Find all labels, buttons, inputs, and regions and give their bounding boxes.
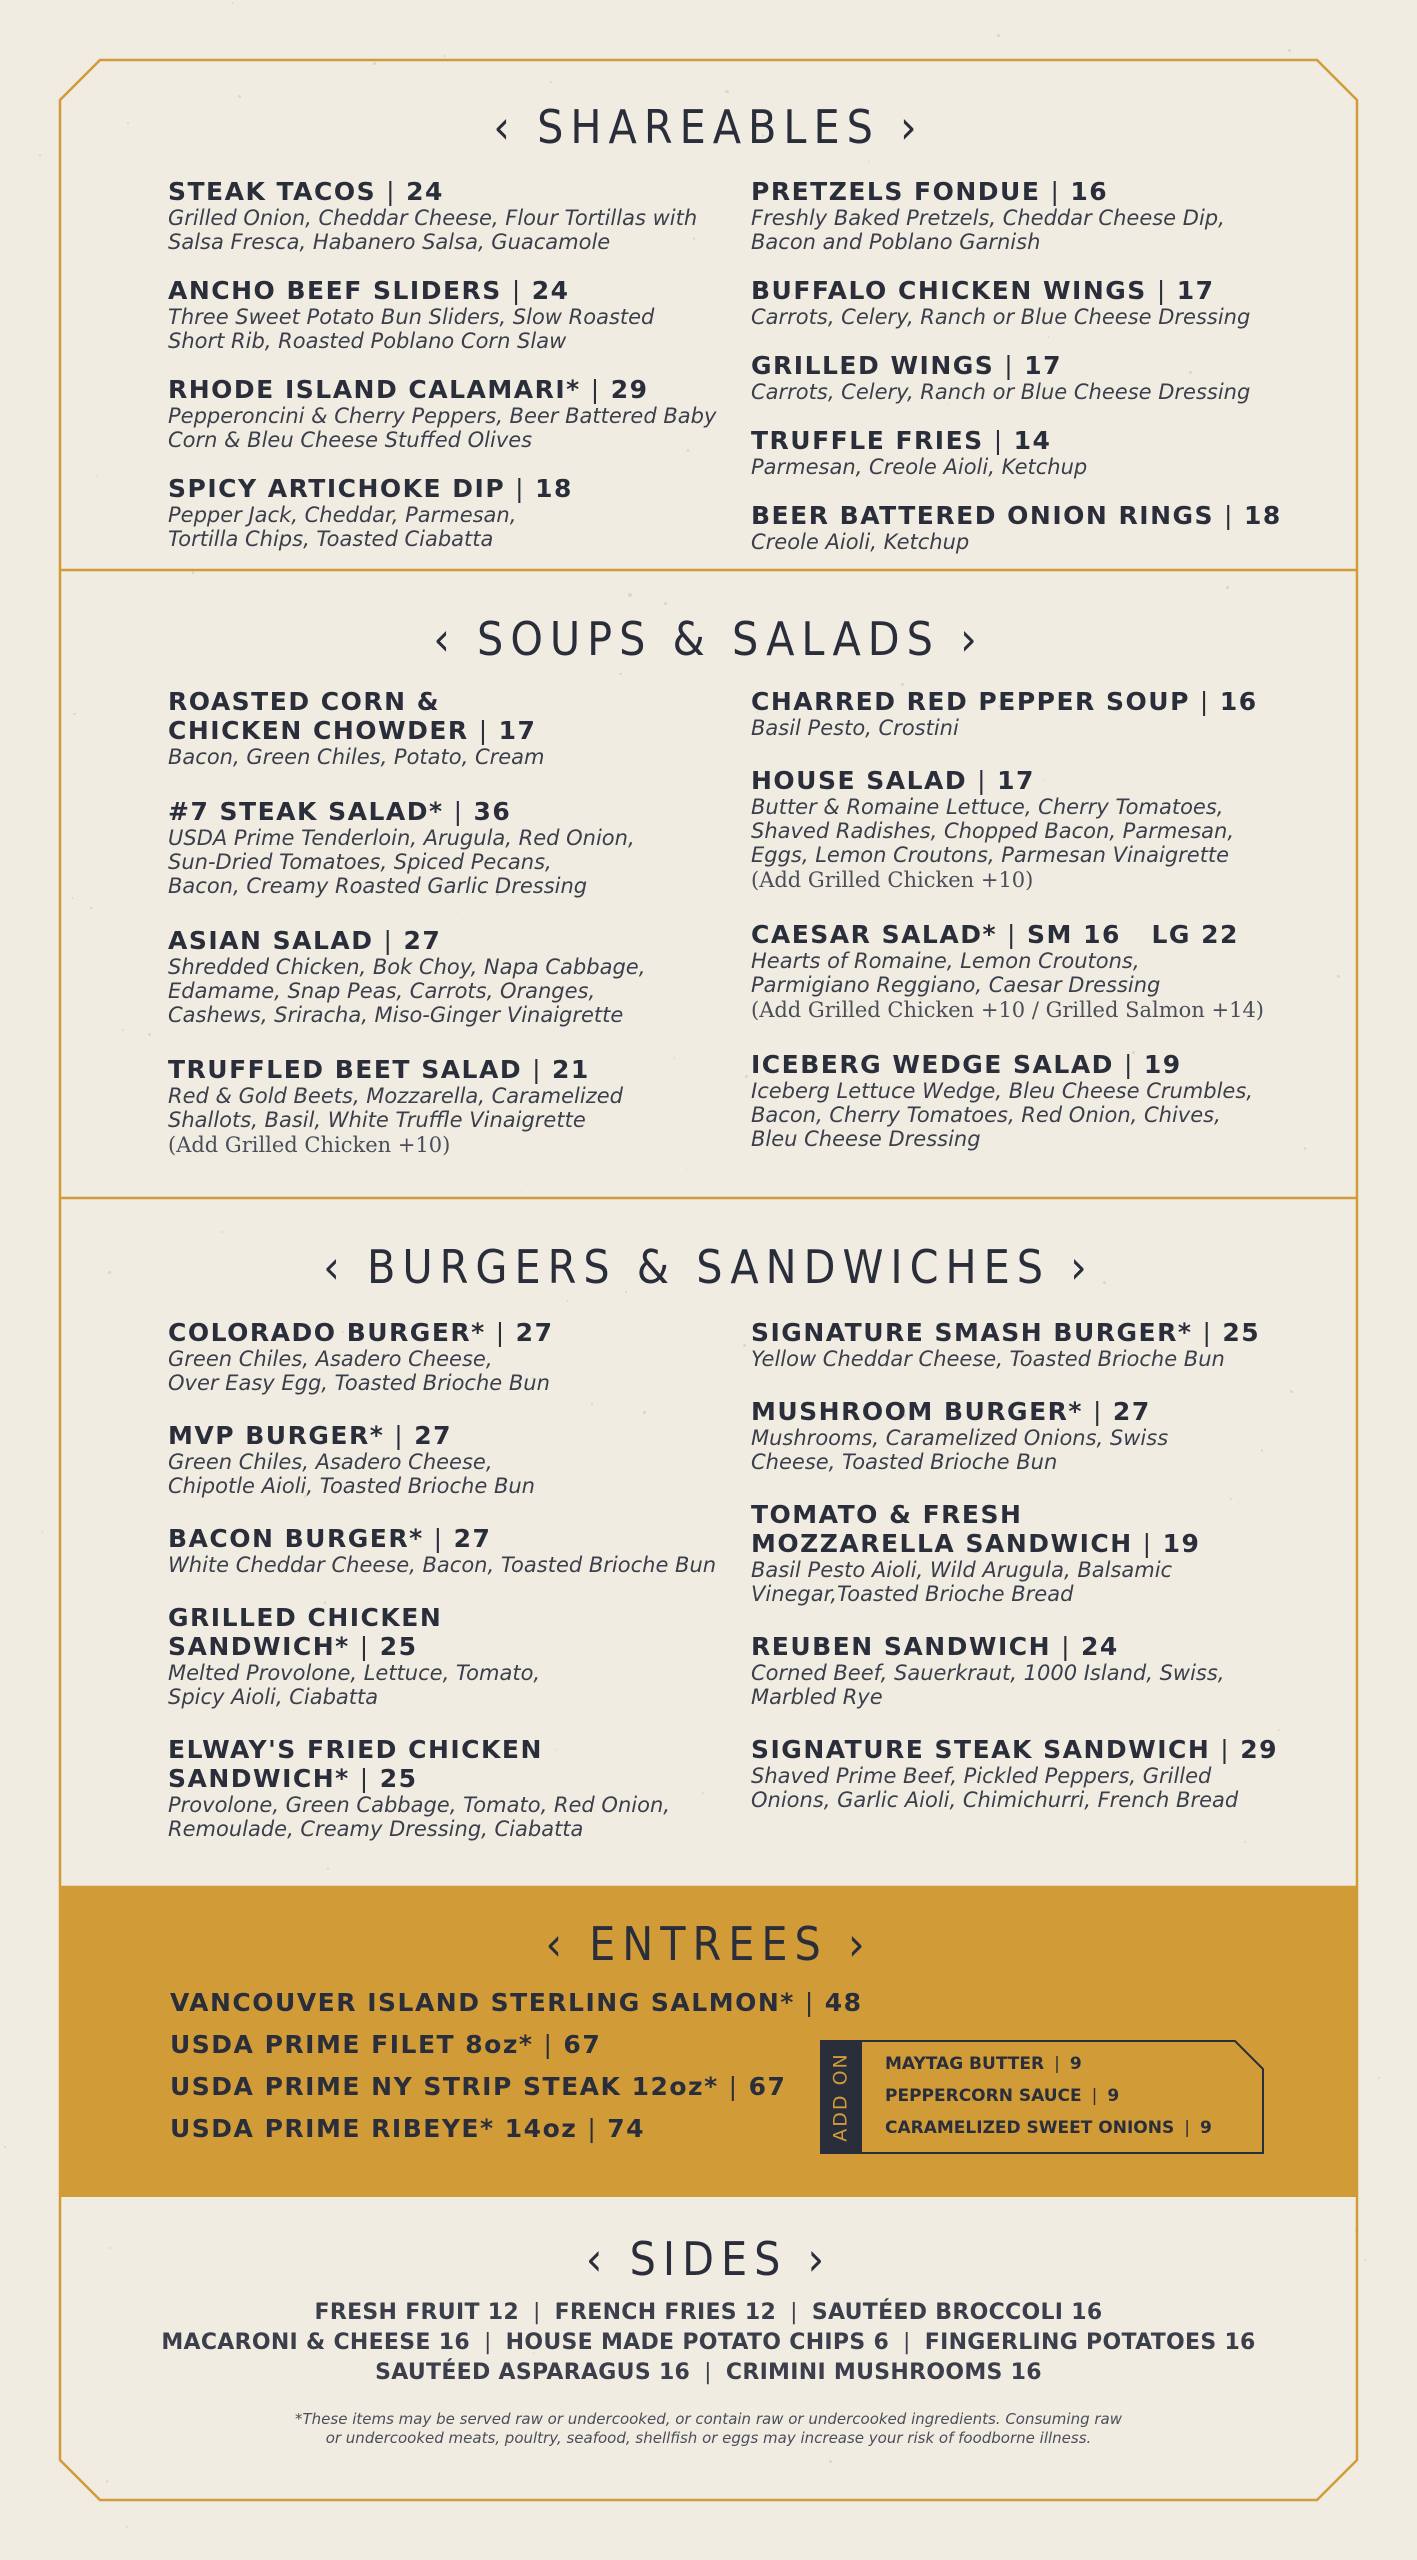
menu-item-price: 17 [997, 766, 1035, 795]
section-title: ‹ BURGERS & SANDWICHES › [323, 1240, 1094, 1294]
menu-item [751, 1397, 1321, 1474]
menu-item-description: Red & Gold Beets, Mozzarella, Caramelized Shallots, Basil, White Truffle Vinaigrette [168, 1084, 623, 1132]
menu-item [751, 426, 1311, 479]
menu-item [751, 177, 1311, 254]
entree-item: USDA PRIME FILET 8oz* | 67 [170, 2030, 602, 2059]
menu-item [168, 177, 728, 254]
menu-item-name: #7 STEAK SALAD* | 36 [168, 797, 512, 826]
menu-item-price: 17 [1024, 351, 1063, 380]
menu-item [168, 1055, 738, 1159]
menu-item [168, 375, 728, 452]
menu-item-price: 36 [473, 797, 512, 826]
addon-item: PEPPERCORN SAUCE | 9 [885, 2086, 1120, 2106]
menu-item-price: 14 [1013, 426, 1052, 455]
menu-item-name: CHARRED RED PEPPER SOUP | 16 [751, 687, 1258, 716]
menu-item-price: 18 [535, 474, 573, 503]
addon-label: ADD ON [830, 2052, 852, 2142]
menu-item-description: Iceberg Lettuce Wedge, Bleu Cheese Crumbles, Bacon, Cherry Tomatoes, Red Onion, Chives, Bleu Cheese Dressing [751, 1079, 1253, 1151]
menu-item-price: SM 16 LG 22 [1026, 920, 1239, 949]
menu-item-description: Basil Pesto, Crostini [751, 716, 959, 740]
menu-item-price: 16 [1219, 687, 1258, 716]
menu-item-description: Yellow Cheddar Cheese, Toasted Brioche Bun [751, 1347, 1225, 1371]
menu-item-price: 17 [1176, 276, 1215, 305]
menu-item-description: Butter & Romaine Lettuce, Cherry Tomatoes, Shaved Radishes, Chopped Bacon, Parmesan, Eggs, Lemon Croutons, Parmesan Vinaigrette [751, 795, 1235, 867]
sides-row: FRESH FRUIT 12 | FRENCH FRIES 12 | SAUTÉED BROCCOLI 16 [314, 2300, 1103, 2325]
menu-item-name: ASIAN SALAD | 27 [168, 926, 442, 955]
menu-item-description: Shredded Chicken, Bok Choy, Napa Cabbage, Edamame, Snap Peas, Carrots, Oranges, Cashews, Sriracha, Miso-Ginger Vinaigrette [168, 955, 646, 1027]
menu-item-price: 27 [1112, 1397, 1151, 1426]
addon-item: MAYTAG BUTTER | 9 [885, 2054, 1082, 2074]
menu-item-price: 27 [414, 1421, 453, 1450]
menu-item-price: 21 [552, 1055, 590, 1084]
section-title: ‹ SIDES › [585, 2232, 832, 2286]
menu-item-name: ANCHO BEEF SLIDERS | 24 [168, 276, 570, 305]
menu-column-left [168, 687, 738, 1159]
menu-item-name: GRILLED WINGS | 17 [751, 351, 1063, 380]
menu-item [168, 474, 728, 551]
menu-column-right [751, 177, 1311, 554]
menu-item [168, 1318, 738, 1395]
menu-item-name: REUBEN SANDWICH | 24 [751, 1632, 1119, 1661]
menu-item-name: RHODE ISLAND CALAMARI* | 29 [168, 375, 649, 404]
menu-item-name: SPICY ARTICHOKE DIP | 18 [168, 474, 573, 503]
menu-item [751, 920, 1321, 1024]
menu-item-description: USDA Prime Tenderloin, Arugula, Red Onion, Sun-Dried Tomatoes, Spiced Pecans, Bacon, Creamy Roasted Garlic Dressing [168, 826, 635, 898]
menu-item-name: STEAK TACOS | 24 [168, 177, 444, 206]
menu-item-name: SIGNATURE SMASH BURGER* | 25 [751, 1318, 1261, 1347]
menu-item-description: Mushrooms, Caramelized Onions, Swiss Cheese, Toasted Brioche Bun [751, 1426, 1169, 1474]
menu-item [168, 926, 738, 1027]
entree-item: USDA PRIME NY STRIP STEAK 12oz* | 67 [170, 2072, 787, 2101]
menu-item-name: CAESAR SALAD* | SM 16 LG 22 [751, 920, 1239, 949]
sides-row: SAUTÉED ASPARAGUS 16 | CRIMINI MUSHROOMS 16 [375, 2360, 1042, 2385]
menu-item-name: ELWAY'S FRIED CHICKEN SANDWICH* | 25 [168, 1735, 543, 1793]
menu-item-description: Parmesan, Creole Aioli, Ketchup [751, 455, 1088, 479]
menu-item-description: Carrots, Celery, Ranch or Blue Cheese Dressing [751, 305, 1251, 329]
menu-item [168, 1603, 738, 1709]
menu-item-name: SIGNATURE STEAK SANDWICH | 29 [751, 1735, 1279, 1764]
menu-item [751, 1632, 1321, 1709]
menu-item [751, 1050, 1321, 1151]
menu-item-name: TOMATO & FRESH MOZZARELLA SANDWICH | 19 [751, 1500, 1201, 1558]
menu-item-name: MVP BURGER* | 27 [168, 1421, 453, 1450]
menu-column-left [168, 1318, 738, 1841]
menu-item-price: 29 [610, 375, 649, 404]
menu-item-name: BACON BURGER* | 27 [168, 1524, 492, 1553]
menu-item-price: 25 [1222, 1318, 1261, 1347]
addon-tab [820, 2040, 862, 2154]
menu-item [751, 687, 1321, 740]
menu-item [751, 1318, 1321, 1371]
sides-row: MACARONI & CHEESE 16 | HOUSE MADE POTATO CHIPS 6 | FINGERLING POTATOES 16 [161, 2330, 1256, 2355]
menu-column-right [751, 687, 1321, 1151]
menu-item-price: 17 [498, 716, 537, 745]
menu-item [168, 797, 738, 898]
menu-item-price: 29 [1240, 1735, 1279, 1764]
menu-item-description: Corned Beef, Sauerkraut, 1000 Island, Swiss, Marbled Rye [751, 1661, 1225, 1709]
menu-item-description: Green Chiles, Asadero Cheese, Chipotle Aioli, Toasted Brioche Bun [168, 1450, 535, 1498]
menu-column-left [168, 177, 728, 551]
section-title: ‹ SHAREABLES › [493, 100, 924, 154]
section-title: ‹ ENTREES › [545, 1917, 872, 1971]
menu-item [168, 276, 728, 353]
menu-item-price: 27 [515, 1318, 554, 1347]
menu-item [168, 687, 738, 769]
menu-column-right [751, 1318, 1321, 1812]
entree-item: VANCOUVER ISLAND STERLING SALMON* | 48 [170, 1988, 863, 2017]
menu-item-description: Creole Aioli, Ketchup [751, 530, 970, 554]
menu-item-note: (Add Grilled Chicken +10 / Grilled Salmon +14) [751, 998, 1264, 1022]
menu-item-name: TRUFFLED BEET SALAD | 21 [168, 1055, 590, 1084]
menu-item [751, 276, 1311, 329]
menu-item-price: 27 [403, 926, 442, 955]
menu-item [751, 1735, 1321, 1812]
menu-item [751, 351, 1311, 404]
section-title: ‹ SOUPS & SALADS › [433, 612, 984, 666]
menu-item-name: BUFFALO CHICKEN WINGS | 17 [751, 276, 1215, 305]
addon-item: CARAMELIZED SWEET ONIONS | 9 [885, 2118, 1212, 2138]
menu-item-price: 25 [379, 1632, 418, 1661]
menu-item-description: Basil Pesto Aioli, Wild Arugula, Balsamic Vinegar,Toasted Brioche Bread [751, 1558, 1173, 1606]
menu-item-price: 19 [1143, 1050, 1182, 1079]
menu-item-description: Pepperoncini & Cherry Peppers, Beer Battered Baby Corn & Bleu Cheese Stuffed Olives [168, 404, 717, 452]
menu-item [751, 1500, 1321, 1606]
menu-item [751, 766, 1321, 894]
menu-item-description: Green Chiles, Asadero Cheese, Over Easy Egg, Toasted Brioche Bun [168, 1347, 550, 1395]
menu-item-note: (Add Grilled Chicken +10) [168, 1133, 451, 1157]
menu-item-description: Pepper Jack, Cheddar, Parmesan, Tortilla Chips, Toasted Ciabatta [168, 503, 517, 551]
menu-item-name: BEER BATTERED ONION RINGS | 18 [751, 501, 1282, 530]
menu-item-name: HOUSE SALAD | 17 [751, 766, 1035, 795]
menu-item-price: 27 [453, 1524, 492, 1553]
menu-item [168, 1421, 738, 1498]
menu-item-price: 24 [406, 177, 444, 206]
menu-item-description: Shaved Prime Beef, Pickled Peppers, Grilled Onions, Garlic Aioli, Chimichurri, French Bread [751, 1764, 1239, 1812]
menu-item [168, 1524, 738, 1577]
allergy-disclaimer: *These items may be served raw or undercooked, or contain raw or undercooked ingredients. Consuming raw or undercooked meats, poultry, seafood, shellfish or eggs may increase your risk of foodborne illness. [295, 2410, 1122, 2447]
menu-item-description: Three Sweet Potato Bun Sliders, Slow Roasted Short Rib, Roasted Poblano Corn Slaw [168, 305, 655, 353]
menu-item-description: Grilled Onion, Cheddar Cheese, Flour Tortillas with Salsa Fresca, Habanero Salsa, Guacamole [168, 206, 698, 254]
menu-item-description: Bacon, Green Chiles, Potato, Cream [168, 745, 545, 769]
menu-item-description: Provolone, Green Cabbage, Tomato, Red Onion, Remoulade, Creamy Dressing, Ciabatta [168, 1793, 670, 1841]
addon-box [820, 2040, 1265, 2154]
menu-item-name: ROASTED CORN & CHICKEN CHOWDER | 17 [168, 687, 537, 745]
menu-item-price: 19 [1162, 1529, 1201, 1558]
entree-item: USDA PRIME RIBEYE* 14oz | 74 [170, 2114, 646, 2143]
menu-item [168, 1735, 738, 1841]
menu-item-description: White Cheddar Cheese, Bacon, Toasted Brioche Bun [168, 1553, 717, 1577]
menu-item-name: ICEBERG WEDGE SALAD | 19 [751, 1050, 1182, 1079]
menu-item-price: 24 [1081, 1632, 1119, 1661]
menu-item-name: PRETZELS FONDUE | 16 [751, 177, 1109, 206]
menu-item-description: Freshly Baked Pretzels, Cheddar Cheese Dip, Bacon and Poblano Garnish [751, 206, 1225, 254]
menu-item-name: COLORADO BURGER* | 27 [168, 1318, 554, 1347]
menu-item-price: 24 [531, 276, 570, 305]
menu-item-note: (Add Grilled Chicken +10) [751, 868, 1034, 892]
menu-item-name: GRILLED CHICKEN SANDWICH* | 25 [168, 1603, 443, 1661]
menu-item-price: 25 [379, 1764, 418, 1793]
menu-item-price: 18 [1243, 501, 1282, 530]
menu-item-name: TRUFFLE FRIES | 14 [751, 426, 1052, 455]
menu-item-name: MUSHROOM BURGER* | 27 [751, 1397, 1151, 1426]
menu-item [751, 501, 1311, 554]
menu-item-price: 16 [1070, 177, 1109, 206]
menu-item-description: Carrots, Celery, Ranch or Blue Cheese Dressing [751, 380, 1251, 404]
menu-item-description: Melted Provolone, Lettuce, Tomato, Spicy Aioli, Ciabatta [168, 1661, 541, 1709]
menu-item-description: Hearts of Romaine, Lemon Croutons, Parmigiano Reggiano, Caesar Dressing [751, 949, 1161, 997]
